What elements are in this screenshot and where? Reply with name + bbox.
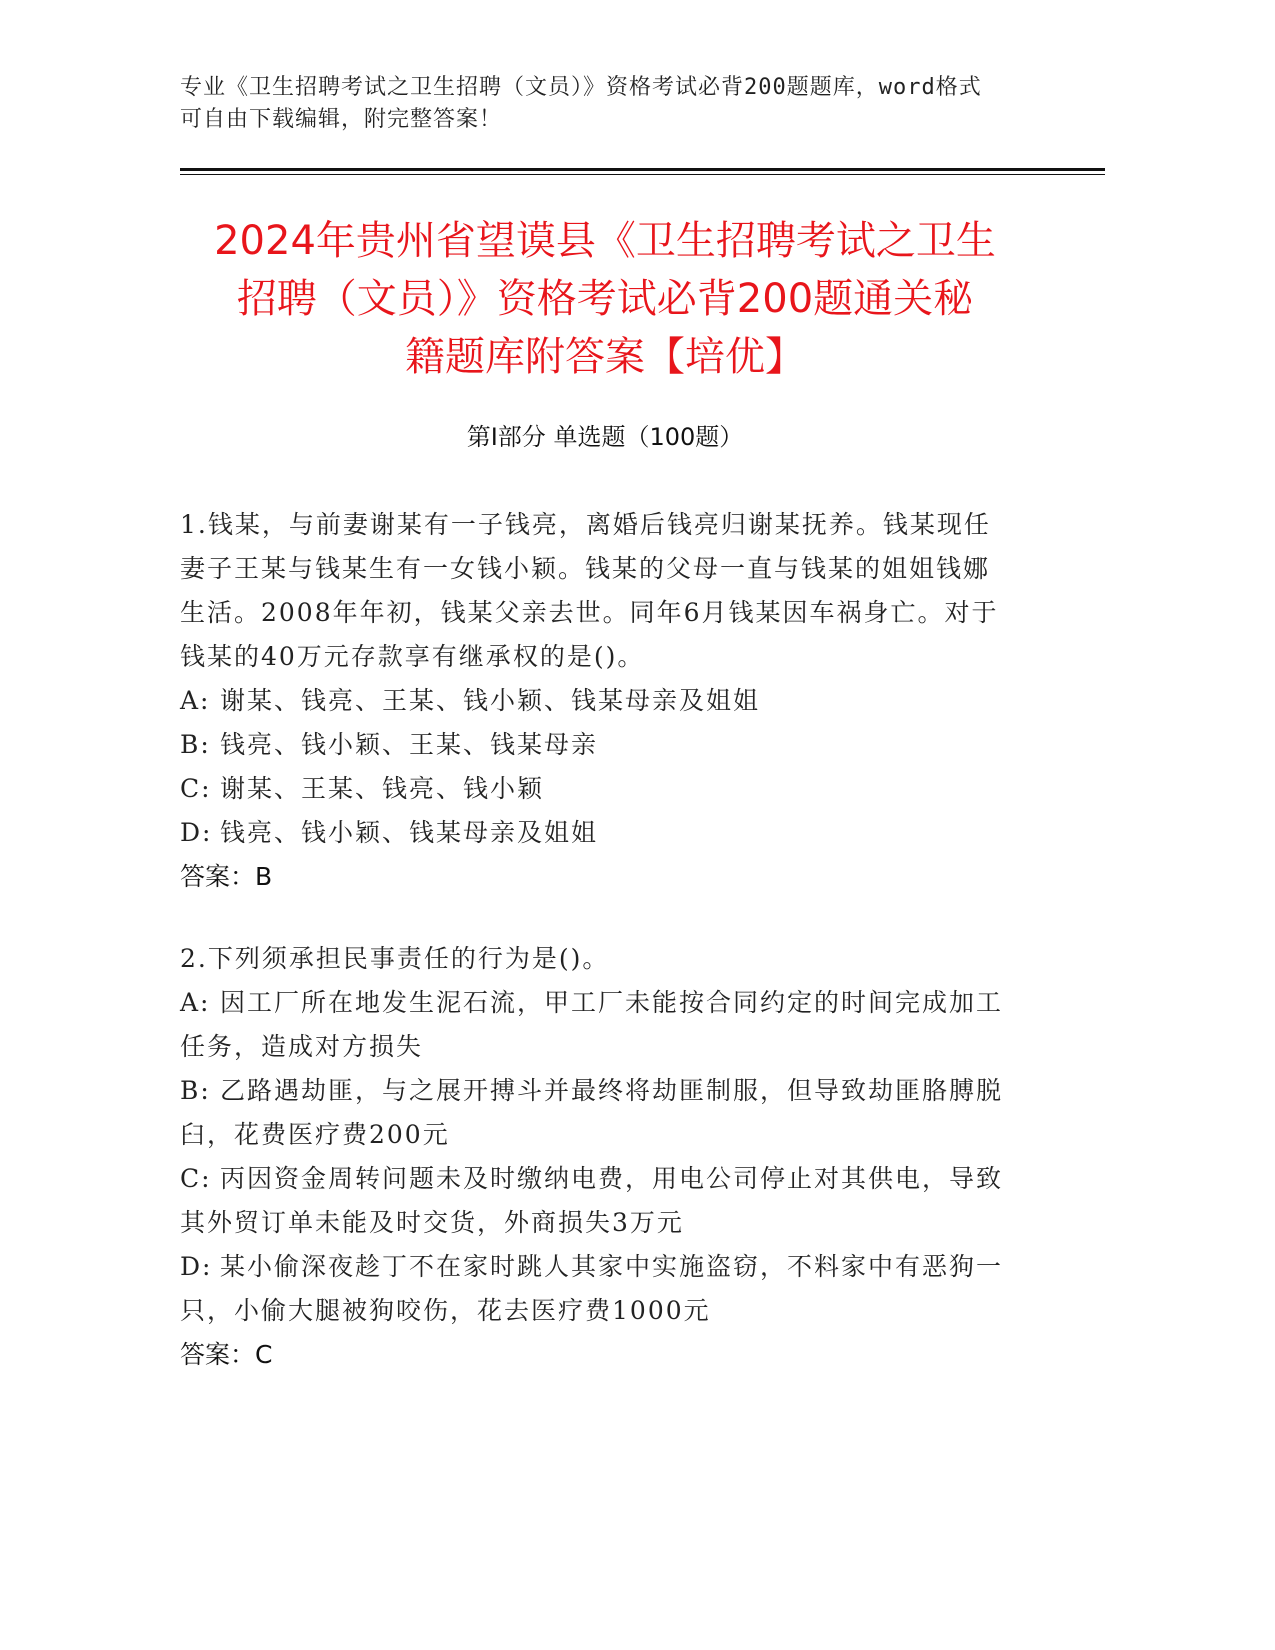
answer-line: 答案：C bbox=[180, 1340, 273, 1369]
stem-line: 2.下列须承担民事责任的行为是()。 bbox=[180, 944, 610, 973]
question-stem bbox=[180, 503, 1040, 679]
option-letter: C: bbox=[180, 1164, 212, 1193]
title-line: 2024年贵州省望谟县《卫生招聘考试之卫生 bbox=[214, 218, 996, 264]
option-text: 丙因资金周转问题未及时缴纳电费，用电公司停止对其供电，导致 bbox=[220, 1164, 1004, 1193]
option-letter: A: bbox=[180, 988, 211, 1017]
document-title bbox=[180, 212, 1030, 386]
option-c bbox=[180, 1157, 1040, 1245]
header-divider-thick bbox=[180, 168, 1105, 171]
option-b bbox=[180, 1069, 1040, 1157]
stem-line: 钱某的40万元存款享有继承权的是()。 bbox=[180, 642, 645, 671]
option-a bbox=[180, 981, 1040, 1069]
option-line bbox=[180, 1157, 1040, 1201]
option-b bbox=[180, 723, 1040, 767]
stem-line: 1.钱某，与前妻谢某有一子钱亮，离婚后钱亮归谢某抚养。钱某现任 bbox=[180, 510, 991, 539]
option-letter: D: bbox=[180, 818, 213, 847]
option-text: 钱亮、钱小颖、钱某母亲及姐姐 bbox=[220, 818, 599, 847]
option-line bbox=[180, 1245, 1040, 1289]
question-block bbox=[180, 937, 1040, 1377]
question-stem bbox=[180, 937, 1040, 981]
option-letter: B: bbox=[180, 1076, 211, 1105]
header-note-line: 专业《卫生招聘考试之卫生招聘（文员）》资格考试必背200题题库，word格式 bbox=[180, 75, 982, 100]
option-line bbox=[180, 981, 1040, 1025]
answer-line: 答案：B bbox=[180, 862, 273, 891]
header-divider-thin bbox=[180, 174, 1105, 175]
option-letter: C: bbox=[180, 774, 212, 803]
option-letter: A: bbox=[180, 686, 211, 715]
option-text: 臼，花费医疗费200元 bbox=[180, 1120, 450, 1149]
option-text: 其外贸订单未能及时交货，外商损失3万元 bbox=[180, 1208, 684, 1237]
stem-line: 生活。2008年年初，钱某父亲去世。同年6月钱某因车祸身亡。对于 bbox=[180, 598, 999, 627]
option-text: 谢某、王某、钱亮、钱小颖 bbox=[220, 774, 545, 803]
header-note bbox=[180, 72, 1030, 136]
option-text: 钱亮、钱小颖、王某、钱某母亲 bbox=[220, 730, 599, 759]
option-c bbox=[180, 767, 1040, 811]
option-text: 只，小偷大腿被狗咬伤，花去医疗费1000元 bbox=[180, 1296, 711, 1325]
question-block bbox=[180, 503, 1040, 899]
title-line: 招聘（文员）》资格考试必背200题通关秘 bbox=[236, 276, 974, 322]
option-text: 因工厂所在地发生泥石流，甲工厂未能按合同约定的时间完成加工 bbox=[220, 988, 1004, 1017]
stem-line: 妻子王某与钱某生有一女钱小颖。钱某的父母一直与钱某的姐姐钱娜 bbox=[180, 554, 991, 583]
option-text: 乙路遇劫匪，与之展开搏斗并最终将劫匪制服，但导致劫匪胳膊脱 bbox=[220, 1076, 1004, 1105]
section-heading: 第Ⅰ部分 单选题（100题） bbox=[466, 423, 744, 451]
option-letter: B: bbox=[180, 730, 211, 759]
option-text: 谢某、钱亮、王某、钱小颖、钱某母亲及姐姐 bbox=[220, 686, 761, 715]
option-d bbox=[180, 1245, 1040, 1333]
header-note-line: 可自由下载编辑，附完整答案！ bbox=[180, 107, 503, 132]
option-a bbox=[180, 679, 1040, 723]
option-text: 任务，造成对方损失 bbox=[180, 1032, 424, 1061]
title-line: 籍题库附答案【培优】 bbox=[405, 334, 805, 380]
option-line bbox=[180, 1069, 1040, 1113]
option-d bbox=[180, 811, 1040, 855]
option-text: 某小偷深夜趁丁不在家时跳人其家中实施盗窃，不料家中有恶狗一 bbox=[220, 1252, 1004, 1281]
option-letter: D: bbox=[180, 1252, 213, 1281]
